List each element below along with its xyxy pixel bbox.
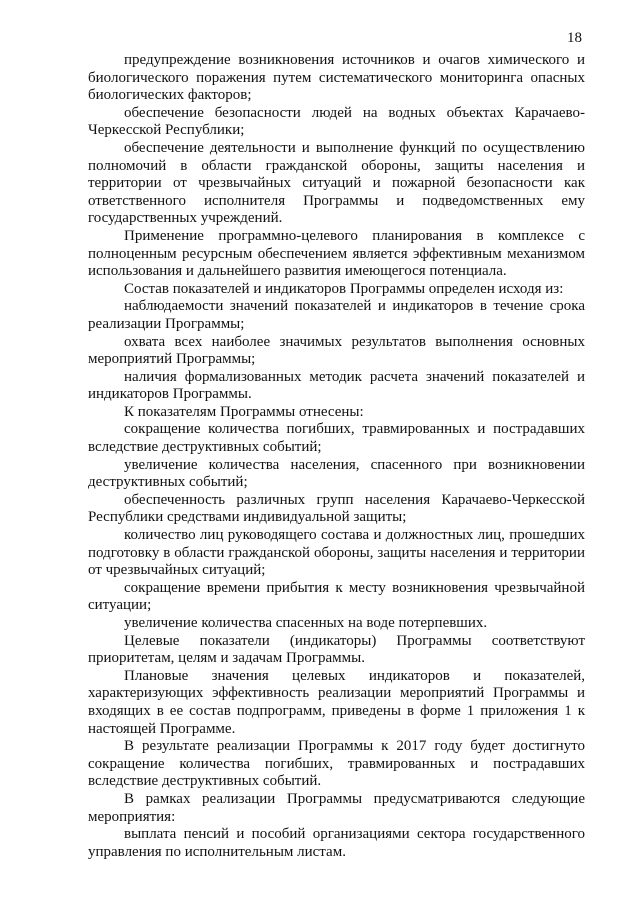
paragraph-5: Состав показателей и индикаторов Программы определен исходя из:: [124, 280, 564, 297]
paragraph-6: наблюдаемости значений показателей и индикаторов в течение срока реализации Программы;: [88, 298, 585, 332]
page-body: [88, 52, 585, 861]
page-number: 18: [567, 30, 582, 46]
paragraph-8: наличия формализованных методик расчета значений показателей и индикаторов Программы.: [88, 368, 585, 403]
paragraph-10: сокращение количества погибших, травмированных и пострадавших вследствие деструктивных событий;: [88, 421, 585, 456]
paragraph-3: обеспечение деятельности и выполнение функций по осуществлению полномочий в области гражданской обороны, защиты населения и территории от чрезвычайных ситуаций и пожарной безопасности как ответственного исполнителя Программы и подведомственных ему государственных учреждений.: [88, 139, 585, 227]
paragraph-13: количество лиц руководящего состава и должностных лиц, прошедших подготовку в области гражданской обороны, защиты населения и территории от чрезвычайных ситуаций;: [88, 527, 585, 579]
paragraph-19: В рамках реализации Программы предусматриваются следующие мероприятия:: [88, 790, 585, 825]
paragraph-9: К показателям Программы отнесены:: [124, 403, 364, 420]
paragraph-17: Плановые значения целевых индикаторов и показателей, характеризующих эффективность реализации мероприятий Программы и входящих в ее состав подпрограмм, приведены в форме 1 приложения 1 к настоящей Программе.: [88, 667, 585, 737]
paragraph-4: Применение программно-целевого планирования в комплексе с полноценным ресурсным обеспечением является эффективным механизмом использования и дальнейшего развития имеющегося потенциала.: [88, 227, 585, 280]
paragraph-16: Целевые показатели (индикаторы) Программы соответствуют приоритетам, целям и задачам Программы.: [88, 632, 585, 667]
paragraph-18: В результате реализации Программы к 2017 году будет достигнуто сокращение количества погибших, травмированных и пострадавших вследствие деструктивных событий.: [88, 738, 585, 790]
paragraph-1: предупреждение возникновения источников и очагов химического и биологического поражения путем систематического мониторинга опасных биологических факторов;: [88, 52, 585, 104]
paragraph-11: увеличение количества населения, спасенного при возникновении деструктивных событий;: [88, 456, 585, 491]
paragraph-7: охвата всех наиболее значимых результатов выполнения основных мероприятий Программы;: [88, 333, 585, 368]
paragraph-14: сокращение времени прибытия к месту возникновения чрезвычайной ситуации;: [88, 579, 585, 614]
paragraph-15: увеличение количества спасенных на воде потерпевших.: [124, 615, 488, 631]
paragraph-2: обеспечение безопасности людей на водных объектах Карачаево-Черкесской Республики;: [88, 104, 585, 139]
paragraph-12: обеспеченность различных групп населения Карачаево-Черкесской Республики средствами индивидуальной защиты;: [88, 491, 585, 526]
paragraph-20: выплата пенсий и пособий организациями сектора государственного управления по исполнительным листам.: [88, 826, 585, 860]
